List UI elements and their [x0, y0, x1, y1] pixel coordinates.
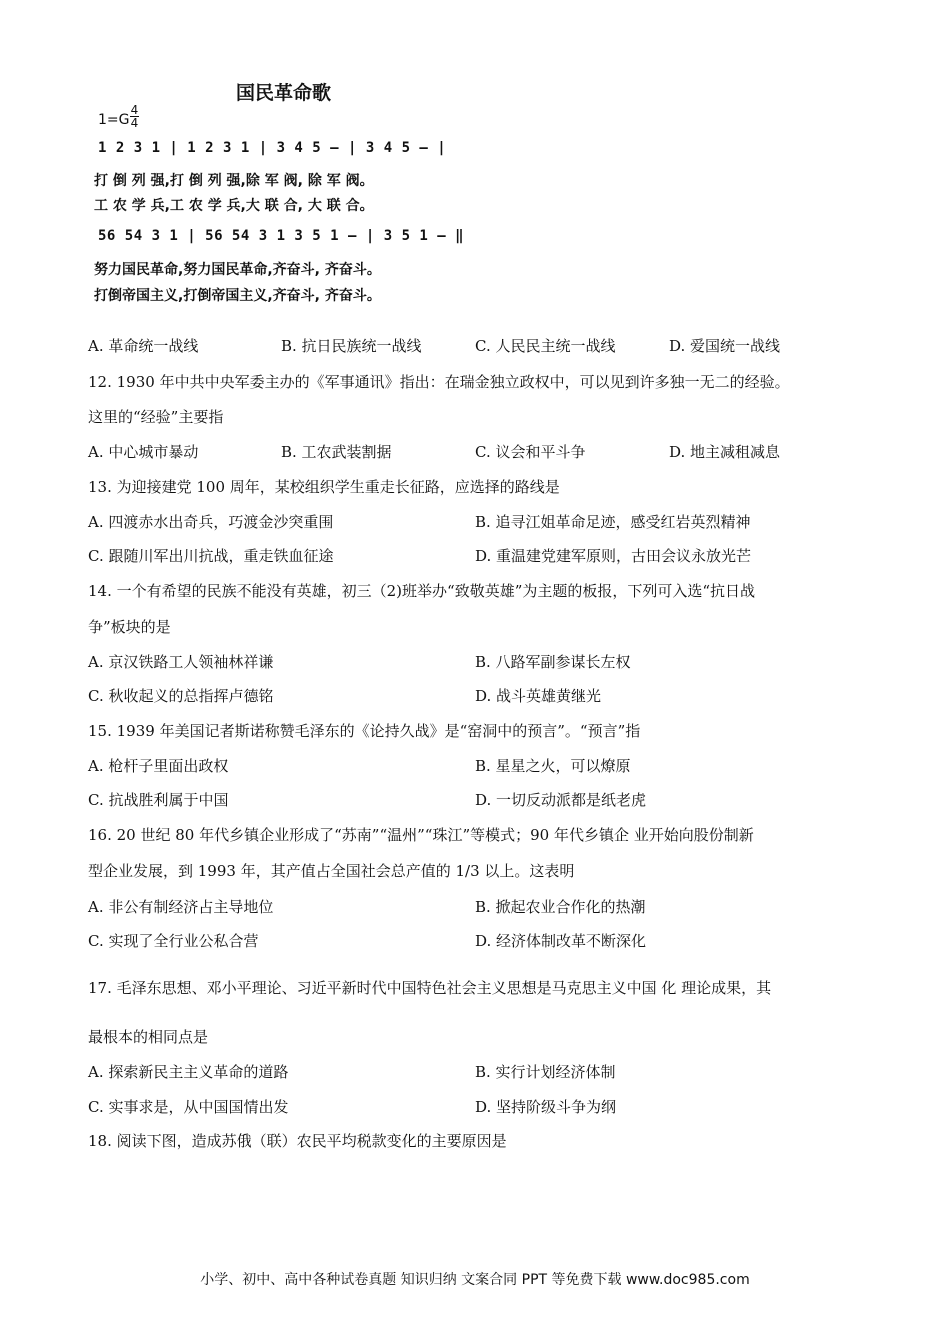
- q16-option-d: D. 经济体制改革不断深化: [475, 932, 647, 950]
- q16-option-c: C. 实现了全行业公私合营: [88, 932, 259, 950]
- key-signature: 1=G: [98, 112, 130, 128]
- time-bottom: 4: [130, 116, 139, 130]
- q11-option-c: C. 人民民主统一战线: [475, 337, 616, 355]
- q15-stem-line-1: 15. 1939 年美国记者斯诺称赞毛泽东的《论持久战》是“窑洞中的预言”。“预言”指: [88, 722, 641, 740]
- time-top: 4: [130, 103, 139, 117]
- q13-option-c: C. 跟随川军出川抗战，重走铁血征途: [88, 547, 334, 565]
- q12-option-d: D. 地主减租减息: [669, 443, 781, 461]
- q14-option-c: C. 秋收起义的总指挥卢德铭: [88, 687, 274, 705]
- q14-option-d: D. 战斗英雄黄继光: [475, 687, 602, 705]
- q13-option-b: B. 追寻江姐革命足迹，感受红岩英烈精神: [475, 513, 751, 531]
- q13-option-a: A. 四渡赤水出奇兵，巧渡金沙突重围: [88, 513, 334, 531]
- q18-stem-line-1: 18. 阅读下图，造成苏俄（联）农民平均税款变化的主要原因是: [88, 1132, 507, 1150]
- q17-option-c: C. 实事求是，从中国国情出发: [88, 1098, 289, 1116]
- q17-stem-line-2: 最根本的相同点是: [88, 1028, 209, 1046]
- lyric-line-2: 工 农 学 兵,工 农 学 兵,大 联 合, 大 联 合。: [94, 198, 374, 214]
- q14-stem-line-1: 14. 一个有希望的民族不能没有英雄，初三（2)班举办“致敬英雄”为主题的板报，下列可入选“抗日战: [88, 582, 756, 600]
- q12-stem-line-2: 这里的“经验”主要指: [88, 408, 224, 426]
- q11-option-a: A. 革命统一战线: [88, 337, 199, 355]
- q12-option-a: A. 中心城市暴动: [88, 443, 199, 461]
- q15-option-b: B. 星星之火，可以燎原: [475, 757, 631, 775]
- q15-option-d: D. 一切反动派都是纸老虎: [475, 791, 647, 809]
- song-score-image: [88, 78, 468, 308]
- q12-stem-line-1: 12. 1930 年中共中央军委主办的《军事通讯》指出：在瑞金独立政权中，可以见到许多独一无二的经验。: [88, 373, 790, 391]
- lyric-line-3: 努力国民革命,努力国民革命,齐奋斗, 齐奋斗。: [94, 262, 381, 278]
- q15-option-a: A. 枪杆子里面出政权: [88, 757, 229, 775]
- q11-option-d: D. 爱国统一战线: [669, 337, 781, 355]
- notation-line-2: 56 54 3 1 | 56 54 3 1 3 5 1 – | 3 5 1 – ‖: [98, 228, 465, 244]
- q17-option-b: B. 实行计划经济体制: [475, 1063, 616, 1081]
- q16-option-b: B. 掀起农业合作化的热潮: [475, 898, 646, 916]
- q12-option-b: B. 工农武装割据: [281, 443, 392, 461]
- q16-option-a: A. 非公有制经济占主导地位: [88, 898, 274, 916]
- q13-option-d: D. 重温建党建军原则，古田会议永放光芒: [475, 547, 752, 565]
- page-footer: 小学、初中、高中各种试卷真题 知识归纳 文案合同 PPT 等免费下载 www.doc985.com: [200, 1272, 750, 1288]
- lyric-line-1: 打 倒 列 强,打 倒 列 强,除 军 阀, 除 军 阀。: [94, 173, 374, 189]
- q16-stem-line-1: 16. 20 世纪 80 年代乡镇企业形成了“苏南”“温州”“珠江”等模式；90 年代乡镇企 业开始向股份制新: [88, 826, 754, 844]
- q14-stem-line-2: 争”板块的是: [88, 618, 171, 636]
- q17-option-d: D. 坚持阶级斗争为纲: [475, 1098, 617, 1116]
- q12-option-c: C. 议会和平斗争: [475, 443, 586, 461]
- q13-stem-line-1: 13. 为迎接建党 100 周年，某校组织学生重走长征路，应选择的路线是: [88, 478, 560, 496]
- notation-line-1: 1 2 3 1 | 1 2 3 1 | 3 4 5 – | 3 4 5 – |: [98, 140, 447, 156]
- q17-stem-line-1: 17. 毛泽东思想、邓小平理论、习近平新时代中国特色社会主义思想是马克思主义中国 化 理论成果，其: [88, 979, 772, 997]
- time-signature: [130, 104, 139, 129]
- q16-stem-line-2: 型企业发展，到 1993 年，其产值占全国社会总产值的 1/3 以上。这表明: [88, 862, 575, 880]
- q15-option-c: C. 抗战胜利属于中国: [88, 791, 229, 809]
- q14-option-b: B. 八路军副参谋长左权: [475, 653, 631, 671]
- lyric-line-4: 打倒帝国主义,打倒帝国主义,齐奋斗, 齐奋斗。: [94, 288, 381, 304]
- q14-option-a: A. 京汉铁路工人领袖林祥谦: [88, 653, 274, 671]
- q17-option-a: A. 探索新民主主义革命的道路: [88, 1063, 289, 1081]
- song-title: 国民革命歌: [236, 82, 332, 104]
- q11-option-b: B. 抗日民族统一战线: [281, 337, 422, 355]
